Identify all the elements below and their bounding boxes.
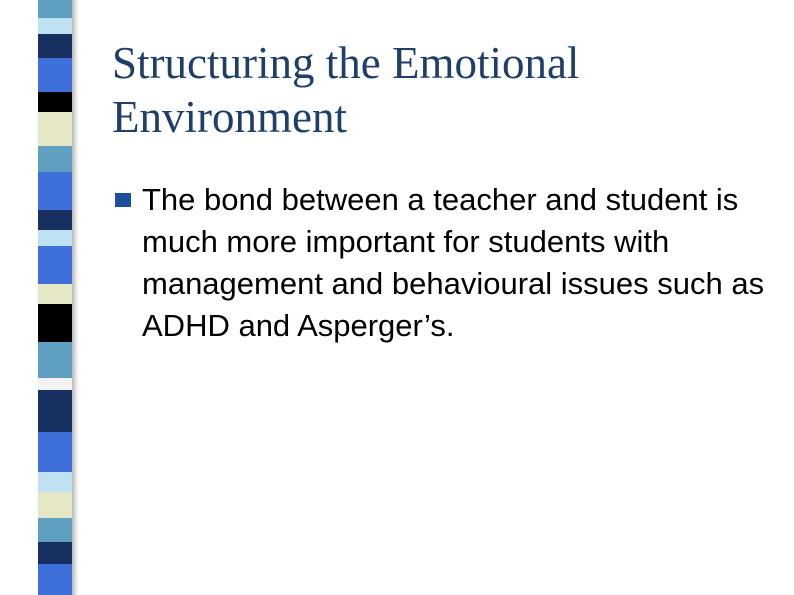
bullet-list <box>112 179 772 347</box>
stripe-block <box>38 564 72 595</box>
stripe-block <box>38 492 72 518</box>
stripe-block <box>38 210 72 230</box>
slide-title: Structuring the Emotional Environment <box>112 38 580 142</box>
stripe-block <box>38 542 72 564</box>
stripe-block <box>38 342 72 378</box>
stripe-block <box>38 0 72 18</box>
stripe-block <box>38 92 72 112</box>
bullet-text: The bond between a teacher and student is much more important for students with management and behavioural issues such as ADHD and Asperger’s. <box>142 182 765 343</box>
stripe-block <box>38 34 72 58</box>
stripe-block <box>38 18 72 34</box>
stripe-block <box>38 390 72 432</box>
stripe-block <box>38 378 72 390</box>
stripe-block <box>38 246 72 284</box>
bullet-item <box>112 179 772 347</box>
stripe-block <box>38 472 72 492</box>
stripe-block <box>38 432 72 472</box>
stripe-block <box>38 172 72 210</box>
stripe-block <box>38 518 72 542</box>
decorative-stripe <box>38 0 72 595</box>
square-bullet-icon <box>115 193 131 207</box>
stripe-block <box>38 146 72 172</box>
stripe-block <box>38 112 72 146</box>
stripe-shadow <box>72 0 79 595</box>
stripe-block <box>38 284 72 304</box>
stripe-block <box>38 304 72 342</box>
stripe-block <box>38 58 72 92</box>
stripe-block <box>38 230 72 246</box>
